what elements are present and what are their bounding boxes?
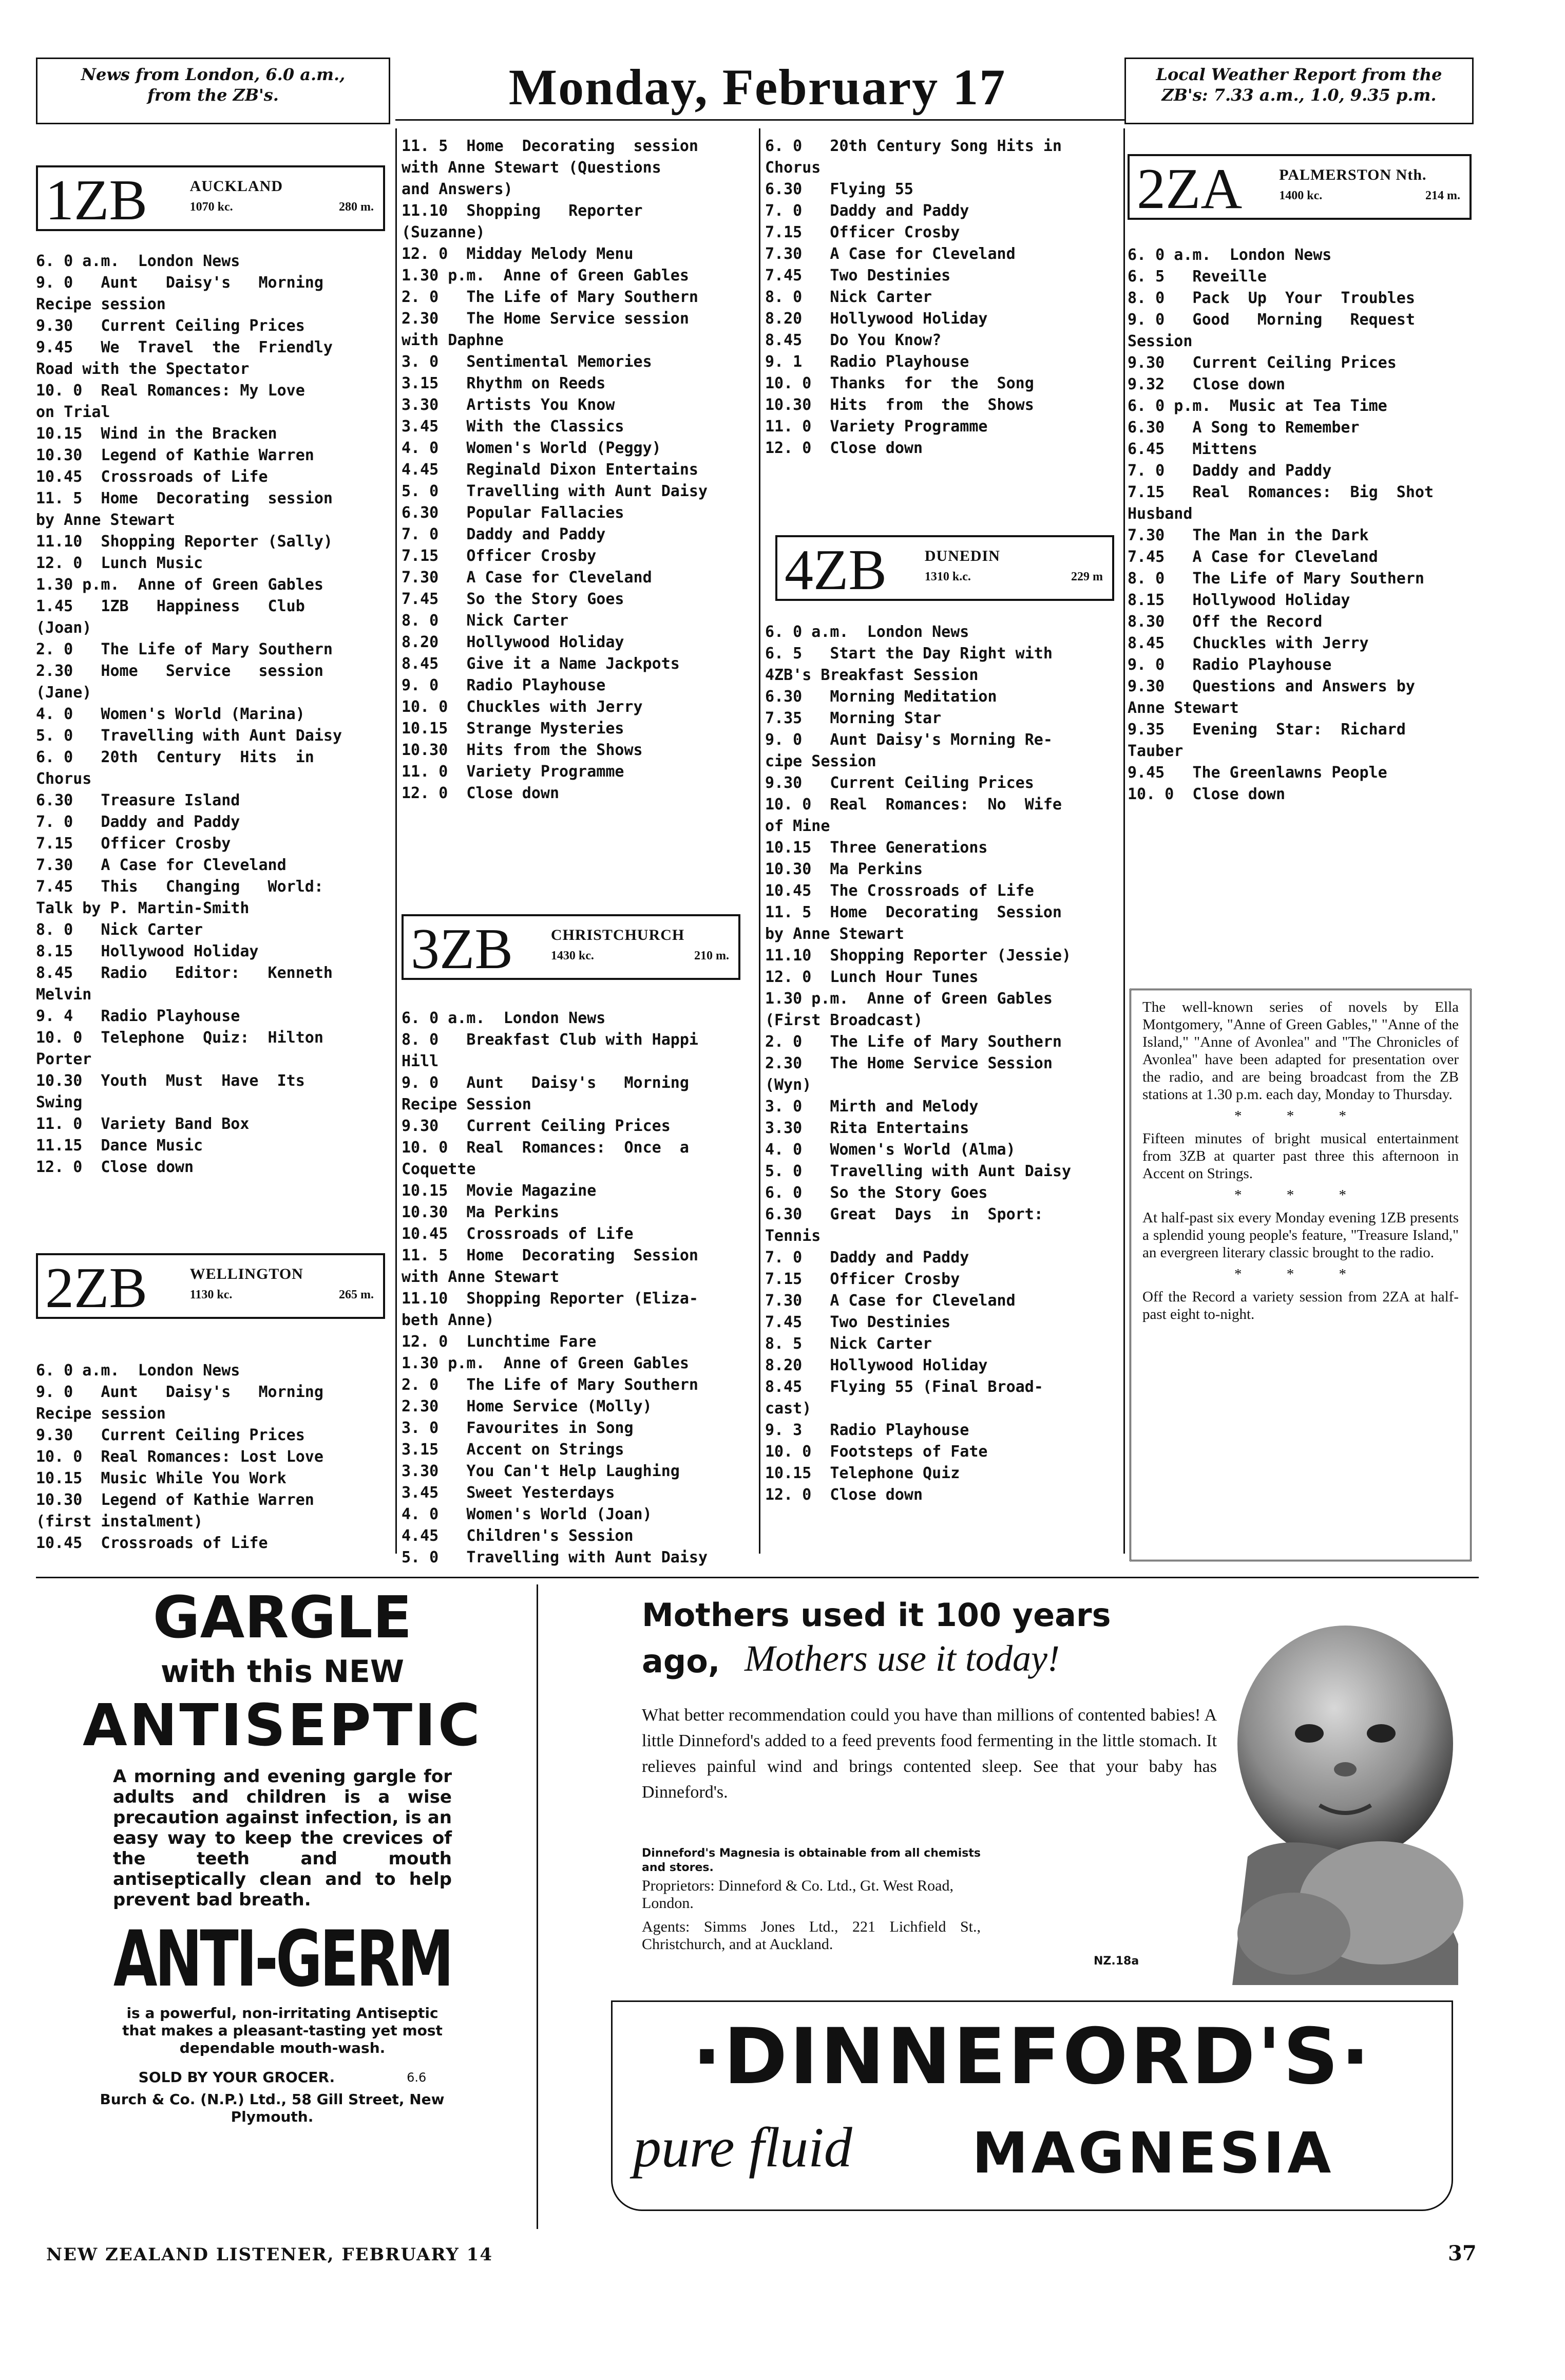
schedule-entry: 12. 0 Close down (765, 439, 923, 457)
schedule-entry: by Anne Stewart (36, 511, 175, 529)
schedule-entry: 1.30 p.m. Anne of Green Gables (36, 576, 323, 594)
schedule-entry: 6.30 Flying 55 (765, 180, 913, 198)
schedule-entry: 10. 0 Thanks for the Song (765, 374, 1034, 392)
schedule-2za (1128, 244, 1482, 805)
schedule-3zb (402, 1008, 756, 1569)
schedule-entry: 7.15 Real Romances: Big Shot (1128, 483, 1434, 501)
schedule-entry: 3.45 Sweet Yesterdays (402, 1484, 615, 1502)
schedule-entry: 11. 0 Variety Programme (765, 418, 988, 436)
station-frequency: 1430 kc. (550, 949, 594, 962)
ad-gargle-body: A morning and evening gargle for adults and children is a wise precaution against infection, is an easy way to keep the crevices of the teeth and mouth antiseptically clean and to help prevent bad breath. (113, 1766, 452, 1910)
schedule-entry: 7.45 Two Destinies (765, 1313, 951, 1331)
schedule-entry: 9. 1 Radio Playhouse (765, 353, 969, 371)
schedule-entry: 6. 0 So the Story Goes (765, 1184, 988, 1202)
schedule-entry: 3. 0 Favourites in Song (402, 1419, 634, 1437)
schedule-entry: 1.30 p.m. Anne of Green Gables (402, 1354, 689, 1372)
schedule-entry: Swing (36, 1093, 83, 1111)
schedule-entry: 10.45 Crossroads of Life (36, 468, 268, 486)
schedule-entry: 9. 0 Aunt Daisy's Morning (402, 1074, 689, 1092)
station-wavelength: 210 m. (694, 949, 729, 962)
schedule-entry: 12. 0 Close down (402, 784, 560, 802)
schedule-entry: beth Anne) (402, 1311, 494, 1329)
schedule-entry: 8.45 Radio Editor: Kenneth (36, 964, 333, 982)
schedule-entry: (Joan) (36, 619, 92, 637)
schedule-entry: Road with the Spectator (36, 360, 250, 378)
ad-dinneford-obtainable: Dinneford's Magnesia is obtainable from all chemists and stores. (642, 1847, 981, 1874)
schedule-entry: 9. 0 Aunt Daisy's Morning (36, 1383, 323, 1401)
station-frequency: 1310 k.c. (924, 570, 971, 583)
schedule-4zb (765, 621, 1119, 1506)
schedule-entry: 1.30 p.m. Anne of Green Gables (402, 267, 689, 285)
schedule-entry: and Answers) (402, 180, 513, 198)
schedule-entry: 6.45 Mittens (1128, 440, 1257, 458)
schedule-entry: Tauber (1128, 742, 1184, 760)
schedule-entry: 3.30 Rita Entertains (765, 1119, 969, 1137)
schedule-entry: 9.30 Current Ceiling Prices (1128, 354, 1397, 372)
station-city: DUNEDIN (924, 547, 1000, 564)
schedule-entry: 8.15 Hollywood Holiday (1128, 591, 1350, 609)
schedule-entry: 8.45 Do You Know? (765, 331, 942, 349)
schedule-entry: 8. 0 The Life of Mary Southern (1128, 570, 1424, 588)
schedule-entry: 11. 0 Variety Programme (402, 763, 624, 781)
ad-dinnefords (549, 1584, 1479, 2234)
schedule-entry: 10.15 Movie Magazine (402, 1182, 597, 1200)
schedule-entry: 11.10 Shopping Reporter (Sally) (36, 533, 333, 551)
ad-dinneford-proprietors: Proprietors: Dinneford & Co. Ltd., Gt. West Road, London. (642, 1877, 953, 1912)
ad-antiseptic-heading: ANTISEPTIC (82, 1692, 482, 1759)
schedule-entry: 10.30 Legend of Kathie Warren (36, 1491, 314, 1509)
schedule-entry: 7.30 A Case for Cleveland (402, 569, 652, 587)
schedule-entry: 8.15 Hollywood Holiday (36, 942, 259, 960)
ad-sold-by: SOLD BY YOUR GROCER. (138, 2069, 335, 2086)
schedule-entry: 7.15 Officer Crosby (36, 835, 231, 853)
schedule-entry: 7.45 Two Destinies (765, 267, 951, 285)
schedule-entry: Talk by P. Martin-Smith (36, 899, 250, 917)
schedule-entry: Chorus (765, 159, 821, 177)
schedule-entry: 6.30 A Song to Remember (1128, 419, 1360, 437)
schedule-entry: 1.30 p.m. Anne of Green Gables (765, 990, 1053, 1008)
schedule-entry: 6.30 Popular Fallacies (402, 504, 624, 522)
baby-photo-icon (1217, 1615, 1474, 1985)
schedule-entry: Anne Stewart (1128, 699, 1239, 717)
column-rule (395, 128, 397, 1554)
station-city: PALMERSTON Nth. (1279, 166, 1427, 183)
schedule-entry: 6.30 Great Days in Sport: (765, 1205, 1043, 1223)
column-rule (1123, 128, 1125, 1554)
station-box-1zb (36, 165, 385, 231)
schedule-entry: 8. 0 Breakfast Club with Happi (402, 1031, 698, 1049)
schedule-entry: 8.20 Hollywood Holiday (765, 1356, 988, 1374)
ad-gargle-subheading: with this NEW (160, 1654, 405, 1690)
schedule-entry: 9. 0 Radio Playhouse (1128, 656, 1332, 674)
schedule-entry: Porter (36, 1050, 92, 1068)
dinneford-brand-banner (611, 2000, 1453, 2211)
programme-notes (1130, 989, 1472, 1561)
schedule-entry: 9.30 Current Ceiling Prices (36, 1426, 305, 1444)
schedule-entry: 10.15 Three Generations (765, 839, 988, 857)
schedule-entry: 9.45 The Greenlawns People (1128, 764, 1387, 782)
schedule-entry: 2. 0 The Life of Mary Southern (402, 288, 698, 306)
schedule-entry: 1.45 1ZB Happiness Club (36, 597, 305, 615)
schedule-entry: 10.15 Telephone Quiz (765, 1464, 960, 1482)
schedule-entry: 6. 0 a.m. London News (402, 1009, 606, 1027)
schedule-entry: 6. 5 Start the Day Right with (765, 645, 1053, 663)
schedule-entry: 7.35 Morning Star (765, 709, 942, 727)
schedule-entry: 3.30 Artists You Know (402, 396, 615, 414)
schedule-entry: 9. 0 Good Morning Request (1128, 311, 1415, 329)
schedule-entry: Recipe session (36, 1405, 166, 1423)
schedule-entry: 10. 0 Footsteps of Fate (765, 1443, 988, 1461)
schedule-entry: 7.45 This Changing World: (36, 878, 323, 896)
schedule-entry: Husband (1128, 505, 1193, 523)
schedule-entry: 3.15 Accent on Strings (402, 1441, 624, 1459)
london-news-note (36, 58, 390, 124)
schedule-entry: 7. 0 Daddy and Paddy (36, 813, 240, 831)
note-accent-on-strings: Fifteen minutes of bright musical entertainment from 3ZB at quarter past three this afternoon in Accent on Strings. (1142, 1130, 1459, 1182)
schedule-entry: 8.45 Flying 55 (Final Broad- (765, 1378, 1043, 1396)
schedule-entry: Melvin (36, 986, 92, 1004)
schedule-entry: 10.30 Ma Perkins (402, 1203, 560, 1221)
station-frequency: 1070 kc. (189, 200, 233, 214)
station-box-4zb (775, 535, 1114, 601)
schedule-entry: 4.45 Children's Session (402, 1527, 634, 1545)
schedule-entry: 6. 0 a.m. London News (36, 1362, 240, 1380)
schedule-entry: 6.30 Morning Meditation (765, 688, 997, 706)
schedule-entry: 8. 0 Nick Carter (765, 288, 932, 306)
station-frequency: 1130 kc. (189, 1288, 233, 1301)
schedule-entry: 9. 3 Radio Playhouse (765, 1421, 969, 1439)
station-call: 4ZB (785, 538, 887, 602)
schedule-entry: 10. 0 Telephone Quiz: Hilton (36, 1029, 323, 1047)
station-call: 2ZB (45, 1256, 148, 1320)
schedule-entry: 2. 0 The Life of Mary Southern (765, 1033, 1062, 1051)
schedule-entry: 8.45 Chuckles with Jerry (1128, 634, 1369, 652)
ad-gargle-heading: GARGLE (152, 1584, 412, 1651)
schedule-entry: cast) (765, 1400, 812, 1418)
schedule-entry: 6. 0 p.m. Music at Tea Time (1128, 397, 1387, 415)
ads-rule (36, 1577, 1479, 1578)
schedule-entry: 10. 0 Real Romances: Lost Love (36, 1448, 323, 1466)
schedule-entry: 12. 0 Close down (765, 1486, 923, 1504)
ad-dinneford-italic: Mothers use it today! (745, 1638, 1060, 1679)
schedule-entry: 10. 0 Close down (1128, 785, 1286, 803)
schedule-entry: 7.15 Officer Crosby (402, 547, 597, 565)
schedule-1zb (36, 251, 390, 1178)
schedule-entry: 3.45 With the Classics (402, 418, 624, 436)
station-frequency: 1400 kc. (1279, 189, 1323, 202)
title-rule (395, 119, 1124, 121)
stars-divider: * * * (1234, 1187, 1367, 1203)
column-rule (759, 128, 760, 1554)
station-city: AUCKLAND (189, 178, 283, 195)
schedule-entry: 8.45 Give it a Name Jackpots (402, 655, 680, 673)
station-wavelength: 214 m. (1425, 189, 1460, 202)
schedule-entry: 12. 0 Midday Melody Menu (402, 245, 634, 263)
schedule-entry: Coquette (402, 1160, 476, 1178)
schedule-entry: Chorus (36, 770, 92, 788)
schedule-entry: 8.20 Hollywood Holiday (765, 310, 988, 328)
note-line: Local Weather Report from the (1156, 65, 1442, 84)
schedule-entry: 7. 0 Daddy and Paddy (402, 525, 606, 543)
station-wavelength: 229 m (1071, 570, 1103, 583)
station-wavelength: 265 m. (339, 1288, 374, 1301)
schedule-entry: 10.45 Crossroads of Life (36, 1534, 268, 1552)
station-city: CHRISTCHURCH (550, 927, 685, 943)
schedule-entry: 10. 0 Real Romances: Once a (402, 1139, 689, 1157)
schedule-entry: 11. 5 Home Decorating Session (402, 1246, 698, 1264)
schedule-entry: 2. 0 The Life of Mary Southern (402, 1376, 698, 1394)
ad-dinneford-headline-today (745, 1638, 1060, 1680)
schedule-entry: 8. 5 Nick Carter (765, 1335, 932, 1353)
schedule-entry: 2. 0 The Life of Mary Southern (36, 640, 333, 658)
schedule-entry: 8. 0 Nick Carter (402, 612, 569, 630)
schedule-entry: (Jane) (36, 684, 92, 702)
station-call: 2ZA (1137, 157, 1243, 221)
schedule-entry: Tennis (765, 1227, 821, 1245)
schedule-entry: 6.30 Treasure Island (36, 791, 240, 809)
dinneford-magnesia: MAGNESIA (972, 2120, 1334, 2186)
schedule-entry: 7.15 Officer Crosby (765, 1270, 960, 1288)
ad-anti-germ (36, 1584, 529, 2237)
schedule-entry: 11.10 Shopping Reporter (402, 202, 643, 220)
ad-divider (537, 1584, 538, 2229)
schedule-entry: 7.45 A Case for Cleveland (1128, 548, 1378, 566)
schedule-entry: 3.30 You Can't Help Laughing (402, 1462, 680, 1480)
schedule-entry: 12. 0 Lunch Music (36, 554, 203, 572)
schedule-entry: (First Broadcast) (765, 1011, 923, 1029)
schedule-entry: 10. 0 Real Romances: No Wife (765, 796, 1062, 814)
schedule-entry: (first instalment) (36, 1513, 203, 1531)
note-anne-of-green-gables: The well-known series of novels by Ella Montgomery, "Anne of Green Gables," "Anne of the Island," "Anne of Avonlea" and "The Chronicles of Avonlea" have been adapted for presentation over the radio, and are being broadcast from the ZB stations at 1.30 p.m. each day, Monday to Thursday. (1142, 999, 1459, 1103)
station-call: 3ZB (411, 917, 513, 981)
page-title: Monday, February 17 (508, 59, 1006, 116)
ad-maker-address: Burch & Co. (N.P.) Ltd., 58 Gill Street, New Plymouth. (100, 2091, 445, 2125)
note-line: from the ZB's. (147, 85, 279, 105)
schedule-entry: 9. 0 Aunt Daisy's Morning (36, 274, 323, 292)
schedule-entry: 8. 0 Pack Up Your Troubles (1128, 289, 1415, 307)
schedule-entry: with Anne Stewart (Questions (402, 159, 661, 177)
schedule-entry: by Anne Stewart (765, 925, 904, 943)
schedule-2zb-continued (402, 136, 756, 804)
schedule-entry: 9.32 Close down (1128, 375, 1286, 393)
schedule-entry: 7. 0 Daddy and Paddy (765, 202, 969, 220)
station-call: 1ZB (45, 168, 148, 232)
schedule-entry: 6. 0 20th Century Song Hits in (765, 137, 1062, 155)
footer-publication: NEW ZEALAND LISTENER, FEBRUARY 14 (46, 2244, 493, 2265)
station-box-2zb (36, 1253, 385, 1319)
schedule-entry: 7.30 The Man in the Dark (1128, 526, 1369, 544)
ad-anti-germ-brand: ANTI-GERM (113, 1915, 452, 2004)
schedule-entry: 6. 0 a.m. London News (765, 623, 969, 641)
schedule-entry: 10.30 Hits from the Shows (765, 396, 1034, 414)
schedule-entry: 3. 0 Sentimental Memories (402, 353, 652, 371)
schedule-entry: with Daphne (402, 331, 504, 349)
dinneford-pure-fluid: pure fluid (633, 2116, 852, 2179)
schedule-entry: 6. 0 a.m. London News (36, 252, 240, 270)
schedule-entry: 10.45 The Crossroads of Life (765, 882, 1034, 900)
schedule-entry: 10.45 Crossroads of Life (402, 1225, 634, 1243)
schedule-entry: cipe Session (765, 752, 876, 770)
ad-dinneford-body: What better recommendation could you have than millions of contented babies! A little Dinneford's added to a feed prevents food fermenting in the little stomach. It relieves painful wind and brings contented sleep. See that your baby has Dinneford's. (642, 1706, 1217, 1802)
schedule-entry: 7.30 A Case for Cleveland (765, 245, 1016, 263)
ad-code: 6.6 (407, 2070, 427, 2085)
schedule-entry: on Trial (36, 403, 110, 421)
schedule-entry: 7.15 Officer Crosby (765, 223, 960, 241)
schedule-entry: Session (1128, 332, 1193, 350)
schedule-entry: (Suzanne) (402, 223, 485, 241)
schedule-entry: of Mine (765, 817, 830, 835)
ad-anti-germ-description: is a powerful, non-irritating Antiseptic that makes a pleasant-tasting yet most dependable mouth-wash. (122, 2005, 443, 2056)
dinneford-brand: ·DINNEFORD'S· (692, 2012, 1372, 2102)
schedule-entry: 12. 0 Lunchtime Fare (402, 1333, 597, 1351)
schedule-entry: 3.15 Rhythm on Reeds (402, 374, 606, 392)
schedule-entry: 11. 5 Home Decorating session (402, 137, 698, 155)
schedule-entry: 11.10 Shopping Reporter (Jessie) (765, 947, 1072, 965)
schedule-entry: 9.30 Current Ceiling Prices (36, 317, 305, 335)
schedule-entry: 4. 0 Women's World (Peggy) (402, 439, 661, 457)
schedule-entry: 4. 0 Women's World (Marina) (36, 705, 305, 723)
schedule-entry: 8.30 Off the Record (1128, 613, 1323, 631)
schedule-entry: 10.15 Music While You Work (36, 1469, 287, 1487)
schedule-entry: 7.30 A Case for Cleveland (36, 856, 287, 874)
schedule-entry: 10.15 Strange Mysteries (402, 720, 624, 738)
schedule-entry: 5. 0 Travelling with Aunt Daisy (36, 727, 342, 745)
schedule-entry: 7. 0 Daddy and Paddy (765, 1249, 969, 1267)
schedule-entry: 2.30 The Home Service session (402, 310, 689, 328)
schedule-entry: 3. 0 Mirth and Melody (765, 1098, 979, 1116)
schedule-entry: 9.45 We Travel the Friendly (36, 338, 333, 356)
schedule-entry: 9.30 Current Ceiling Prices (765, 774, 1034, 792)
schedule-entry: 11. 5 Home Decorating Session (765, 903, 1062, 921)
schedule-entry: 6. 0 20th Century Hits in (36, 748, 314, 766)
schedule-entry: 9. 4 Radio Playhouse (36, 1007, 240, 1025)
schedule-entry: 5. 0 Travelling with Aunt Daisy (402, 482, 708, 500)
schedule-entry: 2.30 Home Service session (36, 662, 323, 680)
schedule-entry: 7.45 So the Story Goes (402, 590, 624, 608)
schedule-entry: (Wyn) (765, 1076, 812, 1094)
schedule-entry: Hill (402, 1052, 439, 1070)
stars-divider: * * * (1234, 1266, 1367, 1282)
schedule-entry: 2.30 Home Service (Molly) (402, 1397, 652, 1415)
schedule-entry: 4.45 Reginald Dixon Entertains (402, 461, 698, 479)
schedule-entry: 4. 0 Women's World (Alma) (765, 1141, 1016, 1159)
page-number: 37 (1448, 2241, 1477, 2265)
schedule-entry: 6. 5 Reveille (1128, 268, 1267, 286)
schedule-entry: 8.20 Hollywood Holiday (402, 633, 624, 651)
note-off-the-record: Off the Record a variety session from 2ZA at half-past eight to-night. (1142, 1289, 1459, 1323)
schedule-entry: 6. 0 a.m. London News (1128, 246, 1332, 264)
schedule-entry: 7. 0 Daddy and Paddy (1128, 462, 1332, 480)
schedule-entry: 9. 0 Aunt Daisy's Morning Re- (765, 731, 1053, 749)
station-wavelength: 280 m. (339, 200, 374, 214)
ad-dinneford-headline-ago: ago, (642, 1642, 720, 1680)
schedule-entry: 9.30 Current Ceiling Prices (402, 1117, 671, 1135)
schedule-entry: 11. 5 Home Decorating session (36, 489, 333, 507)
schedule-entry: 2.30 The Home Service Session (765, 1054, 1053, 1072)
schedule-entry: 4. 0 Women's World (Joan) (402, 1505, 652, 1523)
stars-divider: * * * (1234, 1108, 1367, 1124)
note-line: News from London, 6.0 a.m., (81, 65, 346, 84)
schedule-entry: with Anne Stewart (402, 1268, 560, 1286)
schedule-2zb-morning (36, 1360, 390, 1554)
station-box-2za (1128, 154, 1472, 220)
schedule-entry: 7.30 A Case for Cleveland (765, 1292, 1016, 1310)
ad-dinneford-code: NZ.18a (1094, 1955, 1139, 1968)
schedule-entry: 5. 0 Travelling with Aunt Daisy (765, 1162, 1072, 1180)
note-line: ZB's: 7.33 a.m., 1.0, 9.35 p.m. (1161, 85, 1437, 105)
schedule-entry: 10. 0 Real Romances: My Love (36, 382, 305, 400)
ad-dinneford-headline: Mothers used it 100 years (642, 1596, 1111, 1634)
schedule-entry: 11.10 Shopping Reporter (Eliza- (402, 1290, 698, 1308)
note-treasure-island: At half-past six every Monday evening 1ZB presents a splendid young people's feature, "Treasure Island," an evergreen literary classic brought to the radio. (1142, 1210, 1459, 1261)
schedule-entry: 5. 0 Travelling with Aunt Daisy (402, 1548, 708, 1566)
schedule-entry: 10.30 Ma Perkins (765, 860, 923, 878)
schedule-entry: 10.15 Wind in the Bracken (36, 425, 277, 443)
schedule-entry: 12. 0 Lunch Hour Tunes (765, 968, 979, 986)
schedule-entry: 9. 0 Radio Playhouse (402, 676, 606, 694)
station-box-3zb (402, 914, 740, 980)
schedule-entry: 10. 0 Chuckles with Jerry (402, 698, 643, 716)
schedule-entry: Recipe Session (402, 1095, 531, 1113)
schedule-entry: 12. 0 Close down (36, 1158, 194, 1176)
schedule-entry: 9.35 Evening Star: Richard (1128, 721, 1406, 739)
schedule-entry: 9.30 Questions and Answers by (1128, 677, 1415, 695)
schedule-entry: 10.30 Legend of Kathie Warren (36, 446, 314, 464)
schedule-entry: 11.15 Dance Music (36, 1137, 203, 1155)
baby-photo (1217, 1615, 1474, 1985)
ad-dinneford-agents: Agents: Simms Jones Ltd., 221 Lichfield St., Christchurch, and at Auckland. (642, 1918, 981, 1953)
schedule-entry: 8. 0 Nick Carter (36, 921, 203, 939)
schedule-entry: 10.30 Youth Must Have Its (36, 1072, 305, 1090)
schedule-entry: 4ZB's Breakfast Session (765, 666, 979, 684)
station-city: WELLINGTON (189, 1265, 303, 1282)
schedule-entry: 10.30 Hits from the Shows (402, 741, 643, 759)
schedule-entry: Recipe session (36, 295, 166, 313)
schedule-3zb-continued (765, 136, 1119, 459)
schedule-entry: 11. 0 Variety Band Box (36, 1115, 250, 1133)
weather-report-note (1124, 58, 1474, 124)
